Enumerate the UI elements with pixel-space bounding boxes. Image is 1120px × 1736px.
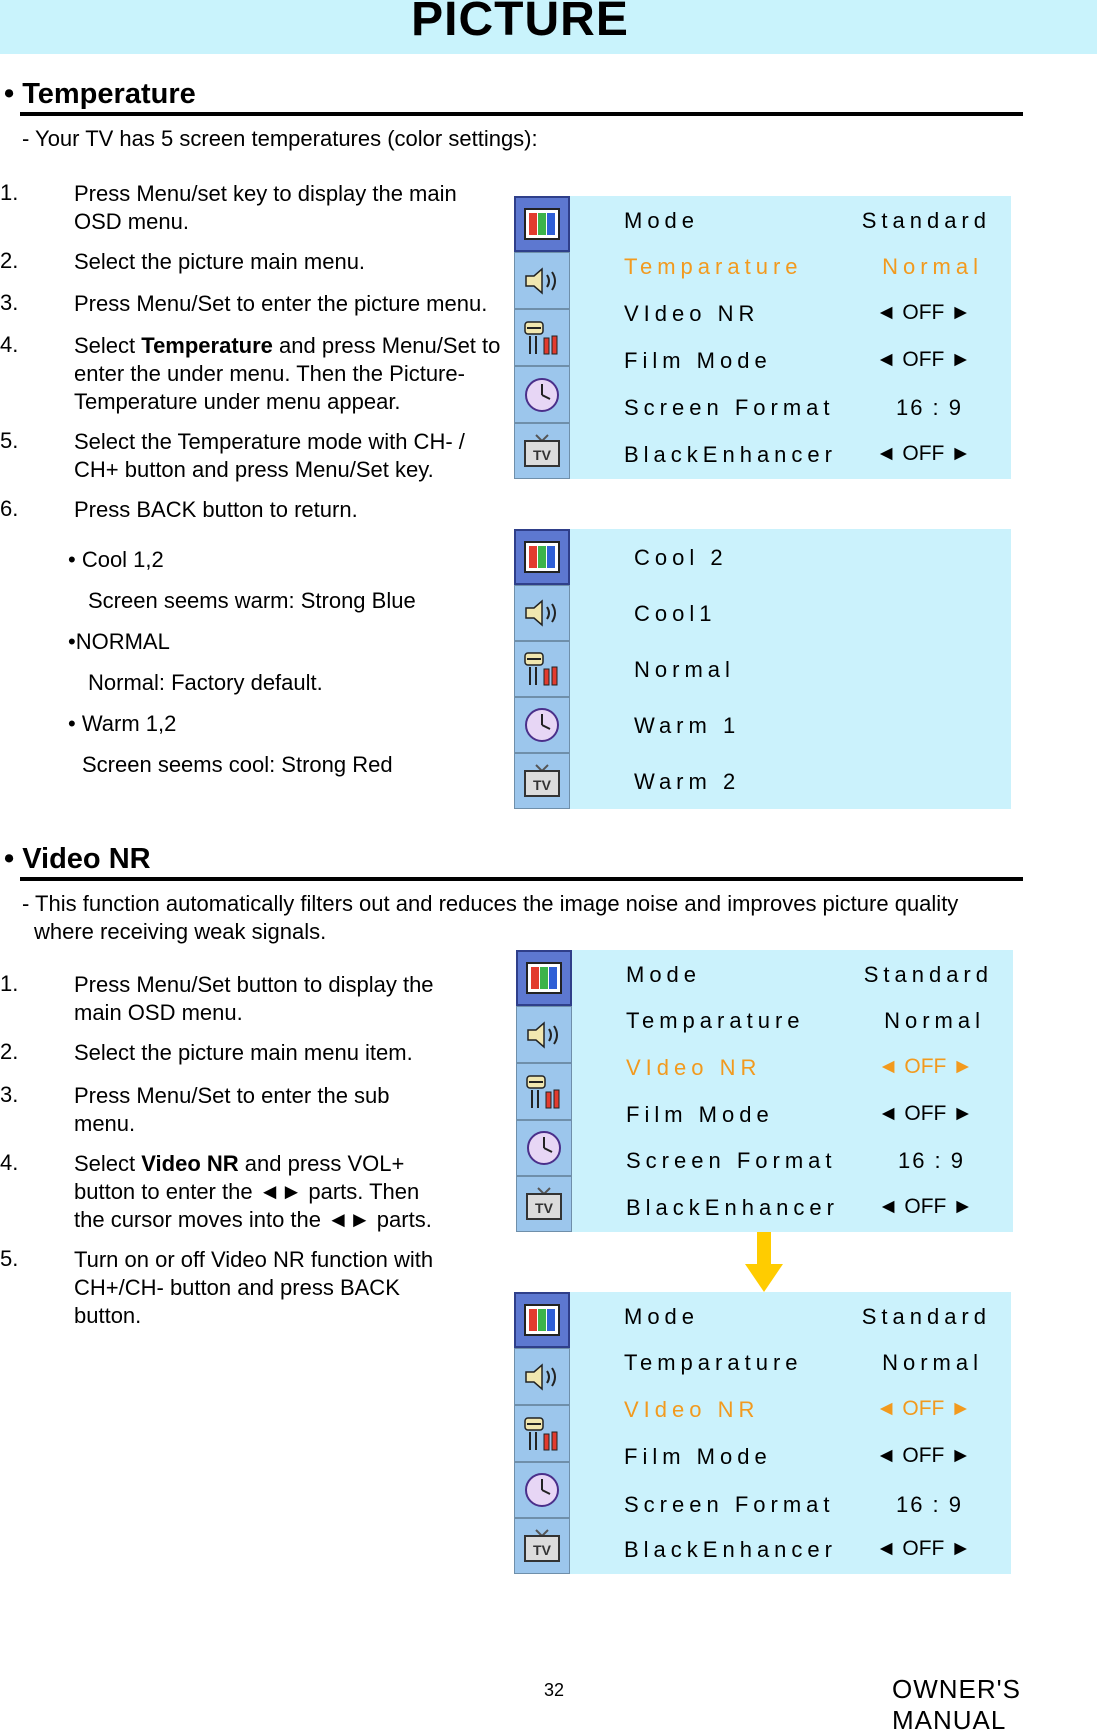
page-number: 32 — [544, 1680, 565, 1700]
video-nr-intro-1: - This function automatically filters out and reduces the image noise and improves picture quality — [22, 891, 959, 916]
temperature-intro: - Your TV has 5 screen temperatures (color settings): — [22, 126, 538, 151]
note-warm: • Warm 1,2 — [68, 711, 177, 736]
step-number: 5. — [0, 1246, 19, 1271]
sound-icon[interactable] — [514, 252, 570, 309]
step-number: 4. — [0, 1150, 19, 1175]
step-number: 3. — [0, 290, 19, 315]
svg-text:TV: TV — [535, 1200, 553, 1216]
title-banner — [0, 0, 1097, 54]
step-number: 4. — [0, 332, 19, 357]
step-text: Select the Temperature mode with CH- / CH+ button and press Menu/Set key. — [74, 429, 465, 482]
temp-option-warm1[interactable]: Warm 1 — [634, 713, 741, 738]
setup-icon[interactable] — [514, 1405, 570, 1462]
temp-option-warm2[interactable]: Warm 2 — [634, 769, 741, 794]
step-text: Press Menu/set key to display the main OSD menu. — [74, 181, 457, 234]
temp-option-cool1[interactable]: Cool1 — [634, 601, 717, 626]
osd-video-nr-menu-after: TV Mode Standard Temparature Normal VIdeo NR ◄ OFF ► Film Mode ◄ OFF ► Screen Format 16 : 9 BlackEnhancer ◄ OFF ► — [514, 1292, 1011, 1574]
video-nr-heading: • Video NR — [4, 843, 151, 875]
step-number: 5. — [0, 428, 19, 453]
picture-icon[interactable] — [514, 1292, 570, 1348]
tv-icon[interactable] — [514, 423, 570, 479]
step-number: 2. — [0, 1039, 19, 1064]
note-cool-desc: Screen seems warm: Strong Blue — [88, 588, 416, 613]
step-text: Select the picture main menu. — [74, 249, 366, 274]
setup-icon[interactable] — [514, 309, 570, 366]
picture-icon[interactable] — [516, 950, 572, 1006]
setup-icon[interactable] — [516, 1063, 572, 1120]
setup-icon[interactable] — [514, 641, 570, 697]
osd-temperature-submenu — [514, 529, 1011, 809]
temperature-rule — [20, 112, 1023, 116]
step-number: 1. — [0, 180, 19, 205]
step-text: Press Menu/Set to enter the sub menu. — [74, 1083, 390, 1136]
sound-icon[interactable] — [514, 585, 570, 641]
step-text: Select the picture main menu item. — [74, 1040, 413, 1065]
step-text: Turn on or off Video NR function with CH+/CH- button and press BACK button. — [74, 1247, 434, 1328]
sound-icon[interactable] — [516, 1006, 572, 1063]
tv-icon[interactable] — [514, 753, 570, 809]
note-cool: • Cool 1,2 — [68, 547, 164, 572]
step-number: 6. — [0, 496, 19, 521]
step-text: Press Menu/Set to enter the picture menu. — [74, 291, 488, 316]
picture-icon[interactable] — [514, 529, 570, 585]
video-nr-rule — [20, 877, 1023, 881]
clock-icon[interactable] — [514, 1462, 570, 1518]
step-text: Select Temperature and press Menu/Set to enter the under menu. Then the Picture-Temperature under menu appear. — [74, 333, 501, 414]
step-number: 1. — [0, 971, 19, 996]
temp-option-normal[interactable]: Normal — [634, 657, 735, 682]
temp-option-cool2[interactable]: Cool 2 — [634, 545, 728, 570]
osd-video-nr-menu-before: TV Mode Standard Temparature Normal VIdeo NR ◄ OFF ► Film Mode ◄ OFF ► Screen Format 16 : 9 BlackEnhancer ◄ OFF ► — [516, 950, 1013, 1232]
osd-picture-menu: TV Mode Standard Temparature Normal VIdeo NR ◄ OFF ► Film Mode ◄ OFF ► Screen Format 16 : 9 BlackEnhancer ◄ OFF ► — [514, 196, 1011, 479]
note-normal-desc: Normal: Factory default. — [88, 670, 323, 695]
svg-text:TV: TV — [533, 777, 551, 793]
svg-text:TV: TV — [533, 1542, 551, 1558]
svg-text:TV: TV — [533, 447, 551, 463]
tv-icon[interactable] — [514, 1518, 570, 1574]
step-text: Select Video NR and press VOL+ button to enter the ◄► parts. Then the cursor moves into the ◄► parts. — [74, 1151, 432, 1232]
picture-icon[interactable] — [514, 196, 570, 252]
clock-icon[interactable] — [516, 1120, 572, 1176]
video-nr-intro-2: where receiving weak signals. — [34, 919, 327, 944]
clock-icon[interactable] — [514, 697, 570, 753]
step-number: 2. — [0, 248, 19, 273]
down-arrow-icon — [745, 1232, 783, 1292]
note-normal: •NORMAL — [68, 629, 170, 654]
sound-icon[interactable] — [514, 1348, 570, 1405]
tv-icon[interactable] — [516, 1176, 572, 1232]
temperature-heading: • Temperature — [4, 78, 196, 110]
step-number: 3. — [0, 1082, 19, 1107]
note-warm-desc: Screen seems cool: Strong Red — [82, 752, 393, 777]
clock-icon[interactable] — [514, 366, 570, 423]
footer-title: OWNER'S MANUAL — [892, 1674, 1021, 1735]
page-title: PICTURE — [411, 0, 629, 46]
step-text: Press BACK button to return. — [74, 497, 358, 522]
step-text: Press Menu/Set button to display the main OSD menu. — [74, 972, 434, 1025]
